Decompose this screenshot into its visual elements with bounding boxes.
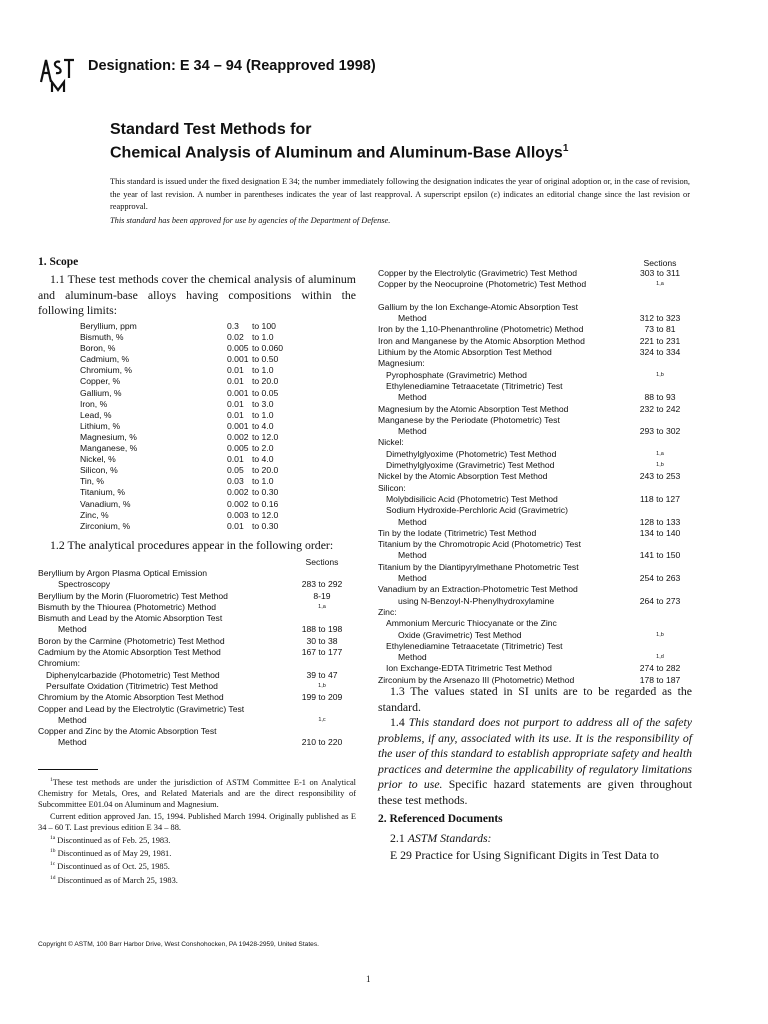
procedure-row xyxy=(378,291,728,302)
procedure-name: Method xyxy=(398,652,427,663)
procedure-row xyxy=(38,602,358,613)
limit-row xyxy=(80,410,340,421)
procedure-name: Chromium: xyxy=(38,658,81,669)
procedure-name: Chromium by the Atomic Absorption Test Method xyxy=(38,692,224,703)
procedure-name: Vanadium by an Extraction-Photometric Test Method xyxy=(378,584,578,595)
procedure-name: Persulfate Oxidation (Titrimetric) Test Method xyxy=(46,680,218,691)
procedure-row xyxy=(378,641,728,652)
procedure-sections: 1,b xyxy=(318,682,326,689)
procedure-name: Ethylenediamine Tetraacetate (Titrimetric) Test xyxy=(386,380,563,391)
procedure-name: Method xyxy=(58,737,87,748)
title-footnote-ref: 1 xyxy=(562,143,569,154)
procedure-name: Method xyxy=(58,624,87,635)
procedure-sections: 30 to 38 xyxy=(306,635,338,646)
procedure-name: Method xyxy=(398,426,427,437)
procedure-row xyxy=(38,647,358,658)
referenced-documents-heading: 2. Referenced Documents xyxy=(378,813,503,825)
procedure-name: Sodium Hydroxide-Perchloric Acid (Gravimetric) xyxy=(386,505,568,516)
procedure-row xyxy=(378,550,728,561)
procedure-name: Ethylenediamine Tetraacetate (Titrimetric) Test xyxy=(386,640,563,651)
sections-label-left xyxy=(38,557,358,568)
limit-low: 0.002 xyxy=(227,487,249,498)
limit-low: 0.002 xyxy=(227,431,249,442)
procedure-row xyxy=(378,505,728,516)
para-2-1-number: 2.1 xyxy=(390,831,408,845)
procedure-row xyxy=(378,437,728,448)
procedure-sections: 1,a xyxy=(656,281,664,288)
issuance-notice: This standard is issued under the fixed designation E 34; the number immediately following the designation indicates the year of original adoption or, in the case of revision, the year of last revision. A number in parentheses indicates the year of last reapproval. A superscript epsilon (ε) indicates an editorial change since the last revision or reapproval. xyxy=(110,177,690,212)
element-name: Titanium, % xyxy=(80,487,126,498)
procedure-row xyxy=(38,591,358,602)
limit-low: 0.01 xyxy=(227,398,244,409)
procedure-name: Nickel: xyxy=(378,437,404,448)
limit-low: 0.01 xyxy=(227,376,244,387)
limit-row xyxy=(80,443,340,454)
procedure-sections: 8-19 xyxy=(313,590,331,601)
procedure-row xyxy=(378,483,728,494)
procedure-row xyxy=(378,517,728,528)
limit-high: to 2.0 xyxy=(252,443,274,454)
procedure-row xyxy=(378,302,728,313)
procedure-name: Copper by the Neocuproine (Photometric) Test Method xyxy=(378,279,587,290)
limit-high: to 3.0 xyxy=(252,398,274,409)
limit-high: to 20.0 xyxy=(252,465,279,476)
procedure-row xyxy=(378,426,728,437)
procedure-row xyxy=(378,358,728,369)
procedure-row xyxy=(378,471,728,482)
footnote-1: $^1$These test methods are under the jurisdiction of ASTM Committee E-1 on Analytical Chemistry for Metals, Ores, and Related Materials and are the direct responsibility of Subcommittee E01.04 on Aluminum and Magnesium. xyxy=(38,777,356,810)
scope-heading: 1. Scope xyxy=(38,256,79,268)
procedure-sections: 178 to 187 xyxy=(639,674,681,685)
limit-row xyxy=(80,388,340,399)
procedure-sections: 324 to 334 xyxy=(639,347,681,358)
procedure-row xyxy=(378,584,728,595)
element-name: Vanadium, % xyxy=(80,498,131,509)
procedure-name: Dimethylglyoxime (Photometric) Test Method xyxy=(386,448,557,459)
para-1-1: 1.1 These test methods cover the chemical analysis of aluminum and aluminum-base alloys having compositions within the following limits: xyxy=(38,272,356,318)
procedure-row xyxy=(378,279,728,290)
limit-low: 0.02 xyxy=(227,332,244,343)
footnote-1d: $^{1d}$ Discontinued as of March 25, 1983. xyxy=(50,874,178,885)
procedure-row xyxy=(378,268,728,279)
procedure-name: Ion Exchange-EDTA Titrimetric Test Method xyxy=(386,663,552,674)
procedure-row xyxy=(38,726,358,737)
element-name: Lead, % xyxy=(80,409,112,420)
procedure-name: Pyrophosphate (Gravimetric) Method xyxy=(386,369,527,380)
procedure-name: Cadmium by the Atomic Absorption Test Method xyxy=(38,647,221,658)
procedure-sections: 73 to 81 xyxy=(644,324,676,335)
para-2-1 xyxy=(390,831,492,847)
element-name: Magnesium, % xyxy=(80,431,137,442)
para-1-4-rest: Specific hazard statements are given throughout these test methods. xyxy=(378,777,692,807)
page-title xyxy=(110,120,568,162)
procedure-row xyxy=(378,596,728,607)
procedure-row xyxy=(38,579,358,590)
procedure-name: Gallium by the Ion Exchange-Atomic Absorption Test xyxy=(378,301,578,312)
element-name: Zinc, % xyxy=(80,509,109,520)
limit-row xyxy=(80,343,340,354)
procedure-sections: 128 to 133 xyxy=(639,516,681,527)
procedure-name: Titanium by the Diantipyrylmethane Photometric Test xyxy=(378,561,579,572)
limit-low: 0.03 xyxy=(227,476,244,487)
procedures-list-right xyxy=(378,268,728,686)
element-name: Zirconium, % xyxy=(80,520,131,531)
procedure-row xyxy=(378,494,728,505)
element-name: Cadmium, % xyxy=(80,354,130,365)
limit-low: 0.001 xyxy=(227,387,249,398)
limit-low: 0.01 xyxy=(227,520,244,531)
procedure-sections: 264 to 273 xyxy=(639,595,681,606)
procedure-row xyxy=(38,670,358,681)
element-name: Nickel, % xyxy=(80,454,116,465)
procedure-row xyxy=(38,692,358,703)
procedure-name: Copper by the Electrolytic (Gravimetric) Test Method xyxy=(378,268,577,278)
procedure-row xyxy=(378,324,728,335)
procedure-name: Tin by the Iodate (Titrimetric) Test Method xyxy=(378,527,537,538)
procedure-sections: 232 to 242 xyxy=(639,403,681,414)
procedure-name: Method xyxy=(398,573,427,584)
procedure-name: Magnesium by the Atomic Absorption Test Method xyxy=(378,403,569,414)
procedure-sections: 243 to 253 xyxy=(639,471,681,482)
procedure-name: Beryllium by the Morin (Fluorometric) Test Method xyxy=(38,590,228,601)
title-line-1: Standard Test Methods for xyxy=(110,121,312,138)
title-line-2: Chemical Analysis of Aluminum and Aluminum-Base Alloys$^1$ xyxy=(110,143,569,162)
limit-row xyxy=(80,499,340,510)
procedure-name: Silicon: xyxy=(378,482,406,493)
procedure-sections: 118 to 127 xyxy=(640,493,680,504)
procedure-row xyxy=(38,704,358,715)
procedure-name: Magnesium: xyxy=(378,358,425,369)
limit-low: 0.05 xyxy=(227,465,244,476)
element-name: Copper, % xyxy=(80,376,121,387)
ref-e29: E 29 Practice for Using Significant Digits in Test Data to xyxy=(390,848,659,862)
procedure-row xyxy=(378,460,728,471)
element-name: Chromium, % xyxy=(80,365,133,376)
element-name: Lithium, % xyxy=(80,420,121,431)
footnotes xyxy=(38,775,356,886)
element-name: Silicon, % xyxy=(80,465,118,476)
procedure-sections: 254 to 263 xyxy=(639,573,681,584)
procedure-sections: 167 to 177 xyxy=(301,647,343,658)
limit-low: 0.01 xyxy=(227,409,244,420)
procedure-row xyxy=(378,347,728,358)
procedure-name: Method xyxy=(398,550,427,561)
procedure-name: Copper and Lead by the Electrolytic (Gravimetric) Test xyxy=(38,703,245,714)
limit-row xyxy=(80,332,340,343)
limit-low: 0.005 xyxy=(227,443,249,454)
procedure-row xyxy=(38,636,358,647)
limit-low: 0.002 xyxy=(227,498,249,509)
para-1-4-caution: This standard does not purport to address all of the safety problems, if any, associated with its use. It is the responsibility of the user of this standard to establish appropriate safety and health practices and determine the applicability of regulatory limitations prior to use. xyxy=(378,715,692,792)
procedure-name: Beryllium by Argon Plasma Optical Emission xyxy=(38,568,208,578)
limit-row xyxy=(80,432,340,443)
procedure-sections: 303 to 311 xyxy=(640,268,680,278)
footnote-1b: $^{1b}$ Discontinued as of May 29, 1981. xyxy=(50,848,172,859)
procedure-sections: 274 to 282 xyxy=(639,663,681,674)
procedure-row xyxy=(378,415,728,426)
procedure-row xyxy=(38,681,358,692)
procedure-row xyxy=(378,392,728,403)
procedure-name: Oxide (Gravimetric) Test Method xyxy=(398,629,522,640)
procedure-sections: 210 to 220 xyxy=(301,737,343,748)
procedure-name: Method xyxy=(398,392,427,403)
procedure-row xyxy=(378,573,728,584)
composition-limits xyxy=(80,321,340,532)
procedure-row xyxy=(38,613,358,624)
procedure-name: Bismuth by the Thiourea (Photometric) Method xyxy=(38,601,217,612)
procedure-row xyxy=(38,737,358,748)
element-name: Bismuth, % xyxy=(80,332,124,343)
procedure-name: using N-Benzoyl-N-Phenylhydroxylamine xyxy=(398,595,555,606)
procedure-name: Titanium by the Chromotropic Acid (Photometric) Test xyxy=(378,539,581,550)
para-1-4 xyxy=(378,715,692,809)
limit-high: to 1.0 xyxy=(252,476,274,487)
limit-high: to 0.30 xyxy=(252,487,279,498)
procedure-name: Bismuth and Lead by the Atomic Absorption Test xyxy=(38,613,223,624)
limit-high: to 4.0 xyxy=(252,420,274,431)
procedure-row xyxy=(378,381,728,392)
procedure-sections: 199 to 209 xyxy=(301,692,343,703)
procedure-row xyxy=(378,528,728,539)
procedure-row xyxy=(378,652,728,663)
limit-low: 0.005 xyxy=(227,343,249,354)
procedure-row xyxy=(378,607,728,618)
procedure-row xyxy=(38,715,358,726)
procedure-row xyxy=(378,630,728,641)
sections-label-right: Sections xyxy=(643,258,677,268)
limit-high: to 4.0 xyxy=(252,454,274,465)
limit-low: 0.01 xyxy=(227,365,244,376)
limit-high: to 1.0 xyxy=(252,409,274,420)
limit-row xyxy=(80,454,340,465)
procedure-name: Method xyxy=(398,516,427,527)
procedure-row xyxy=(378,663,728,674)
procedure-sections: 1,b xyxy=(656,631,664,638)
procedure-sections: 1,d xyxy=(656,654,664,661)
limit-high: to 12.0 xyxy=(252,431,279,442)
procedure-sections: 1,c xyxy=(318,716,326,723)
procedure-name: Copper and Zinc by the Atomic Absorption Test xyxy=(38,726,217,737)
procedure-name: Molybdisilicic Acid (Photometric) Test Method xyxy=(386,493,558,504)
procedure-sections: 39 to 47 xyxy=(306,669,338,680)
limit-high: to 20.0 xyxy=(252,376,279,387)
limit-high: to 0.30 xyxy=(252,520,279,531)
limit-low: 0.001 xyxy=(227,354,249,365)
para-1-3: 1.3 The values stated in SI units are to be regarded as the standard. xyxy=(378,684,692,714)
procedure-name: Manganese by the Periodate (Photometric) Test xyxy=(378,414,560,425)
procedure-name: Dimethylglyoxime (Gravimetric) Test Method xyxy=(386,460,555,471)
limit-low: 0.001 xyxy=(227,420,249,431)
procedures-list-left xyxy=(38,568,358,749)
limit-row xyxy=(80,510,340,521)
limit-row xyxy=(80,465,340,476)
element-name: Iron, % xyxy=(80,398,108,409)
procedure-row xyxy=(378,313,728,324)
limit-row xyxy=(80,399,340,410)
para-1-2: 1.2 The analytical procedures appear in the following order: xyxy=(50,538,334,552)
procedure-name: Iron and Manganese by the Atomic Absorption Method xyxy=(378,335,585,346)
defense-notice: This standard has been approved for use by agencies of the Department of Defense. xyxy=(110,216,391,225)
procedure-name: Boron by the Carmine (Photometric) Test Method xyxy=(38,635,225,646)
procedure-row xyxy=(378,370,728,381)
limit-row xyxy=(80,476,340,487)
para-2-1-title: ASTM Standards: xyxy=(407,831,492,845)
procedure-sections: 283 to 292 xyxy=(301,579,343,590)
limit-high: to 1.0 xyxy=(252,365,274,376)
element-name: Manganese, % xyxy=(80,443,138,454)
procedure-name: Ammonium Mercuric Thiocyanate or the Zinc xyxy=(386,618,557,629)
procedure-name: Method xyxy=(398,313,427,324)
limit-high: to 12.0 xyxy=(252,509,279,520)
limit-high: to 0.16 xyxy=(252,498,279,509)
procedure-row xyxy=(38,568,358,579)
footnote-1c: $^{1c}$ Discontinued as of Oct. 25, 1985. xyxy=(50,861,170,872)
procedure-sections: 1,a xyxy=(318,603,326,610)
element-name: Beryllium, ppm xyxy=(80,321,137,331)
procedure-sections: 88 to 93 xyxy=(644,392,676,403)
limit-row xyxy=(80,521,340,532)
procedure-row xyxy=(378,404,728,415)
procedure-name: Lithium by the Atomic Absorption Test Method xyxy=(378,347,552,358)
para-1-4-number: 1.4 xyxy=(390,715,409,729)
limit-low: 0.3 xyxy=(227,321,239,331)
limit-high: to 0.060 xyxy=(252,343,284,354)
procedure-name: Zinc: xyxy=(378,606,397,617)
limit-row xyxy=(80,421,340,432)
limit-high: to 0.05 xyxy=(252,387,279,398)
procedure-row xyxy=(378,539,728,550)
sections-label: Sections xyxy=(305,557,339,567)
limit-row xyxy=(80,354,340,365)
procedure-sections: 1,a xyxy=(656,450,664,457)
limit-high: to 0.50 xyxy=(252,354,279,365)
procedure-sections: 293 to 302 xyxy=(639,426,681,437)
footnote-rule xyxy=(38,769,98,770)
copyright: Copyright © ASTM, 100 Barr Harbor Drive, West Conshohocken, PA 19428-2959, United States. xyxy=(38,941,319,948)
limit-row xyxy=(80,487,340,498)
footnote-1a: $^{1a}$ Discontinued as of Feb. 25, 1983. xyxy=(50,835,171,846)
limit-low: 0.01 xyxy=(227,454,244,465)
limit-low: 0.003 xyxy=(227,509,249,520)
procedure-sections: 221 to 231 xyxy=(639,335,681,346)
element-name: Tin, % xyxy=(80,476,105,487)
limit-row xyxy=(80,321,340,332)
astm-logo xyxy=(38,52,78,98)
procedure-sections: 188 to 198 xyxy=(301,624,343,635)
limit-row xyxy=(80,376,340,387)
procedure-row xyxy=(378,336,728,347)
page-number: 1 xyxy=(366,974,371,984)
procedure-row xyxy=(378,562,728,573)
procedure-row xyxy=(378,449,728,460)
procedure-row xyxy=(38,658,358,669)
limit-high: to 100 xyxy=(252,321,276,331)
element-name: Boron, % xyxy=(80,343,116,354)
procedure-sections: 1,b xyxy=(656,371,664,378)
designation: Designation: E 34 – 94 (Reapproved 1998) xyxy=(88,58,376,74)
procedure-name: Zirconium by the Arsenazo III (Photometric) Method xyxy=(378,674,575,685)
procedure-name: Spectroscopy xyxy=(58,579,111,590)
procedure-name: Nickel by the Atomic Absorption Test Method xyxy=(378,471,548,482)
footnote-edition: Current edition approved Jan. 15, 1994. Published March 1994. Originally published as E 34 – 60 T. Last previous edition E 34 – 88. xyxy=(38,811,356,832)
procedure-sections: 312 to 323 xyxy=(639,313,681,324)
procedure-name: Diphenylcarbazide (Photometric) Test Method xyxy=(46,669,220,680)
limit-high: to 1.0 xyxy=(252,332,274,343)
procedure-sections: 134 to 140 xyxy=(639,527,681,538)
procedure-row xyxy=(38,624,358,635)
limit-row xyxy=(80,365,340,376)
procedure-name: Iron by the 1,10-Phenanthroline (Photometric) Method xyxy=(378,324,584,335)
element-name: Gallium, % xyxy=(80,387,122,398)
procedure-row xyxy=(378,618,728,629)
procedure-sections: 141 to 150 xyxy=(639,550,681,561)
procedure-sections: 1,b xyxy=(656,462,664,469)
procedure-name: Method xyxy=(58,714,87,725)
